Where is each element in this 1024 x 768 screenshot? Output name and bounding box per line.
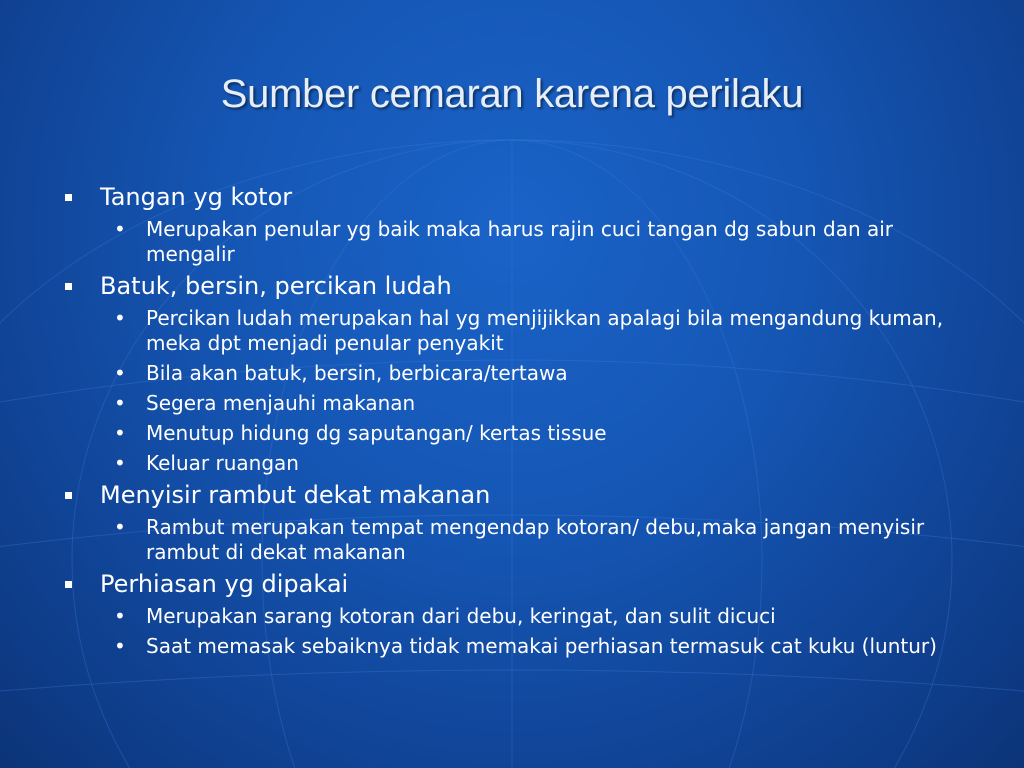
- section-heading-cough: [56, 271, 976, 301]
- section-heading-text: Menyisir rambut dekat makanan: [100, 481, 491, 509]
- square-bullet-icon: [65, 492, 72, 499]
- dot-bullet-icon: •: [114, 217, 126, 241]
- list-item: [56, 306, 976, 356]
- list-item: [56, 361, 976, 386]
- list-item-text: Rambut merupakan tempat mengendap kotoran/ debu,maka jangan menyisir rambut di dekat makanan: [146, 515, 925, 564]
- dot-bullet-icon: •: [114, 604, 126, 628]
- dot-bullet-icon: •: [114, 451, 126, 475]
- list-item: [56, 391, 976, 416]
- dot-bullet-icon: •: [114, 421, 126, 445]
- list-item-text: Saat memasak sebaiknya tidak memakai perhiasan termasuk cat kuku (luntur): [146, 634, 937, 658]
- section-heading-text: Batuk, bersin, percikan ludah: [100, 272, 452, 300]
- dot-bullet-icon: •: [114, 391, 126, 415]
- list-item: [56, 421, 976, 446]
- square-bullet-icon: [65, 283, 72, 290]
- list-item-text: Bila akan batuk, bersin, berbicara/tertawa: [146, 361, 568, 385]
- section-heading-text: Tangan yg kotor: [100, 183, 293, 211]
- dot-bullet-icon: •: [114, 634, 126, 658]
- dot-bullet-icon: •: [114, 361, 126, 385]
- section-heading-text: Perhiasan yg dipakai: [100, 570, 349, 598]
- slide-title: Sumber cemaran karena perilaku: [220, 72, 804, 116]
- list-item: [56, 634, 976, 659]
- list-item-text: Merupakan penular yg baik maka harus rajin cuci tangan dg sabun dan air mengalir: [146, 217, 894, 266]
- section-heading-hair: [56, 480, 976, 510]
- list-item: [56, 451, 976, 476]
- list-item-text: Percikan ludah merupakan hal yg menjijikkan apalagi bila mengandung kuman, meka dpt menjadi penular penyakit: [146, 306, 944, 355]
- dot-bullet-icon: •: [114, 306, 126, 330]
- section-heading-jewelry: [56, 569, 976, 599]
- list-item: [56, 217, 976, 267]
- square-bullet-icon: [65, 194, 72, 201]
- list-item: [56, 604, 976, 629]
- section-heading-hands: [56, 182, 976, 212]
- list-item-text: Keluar ruangan: [146, 451, 299, 475]
- bullet-list: [56, 178, 976, 659]
- square-bullet-icon: [65, 581, 72, 588]
- list-item-text: Menutup hidung dg saputangan/ kertas tissue: [146, 421, 607, 445]
- list-item-text: Segera menjauhi makanan: [146, 391, 416, 415]
- list-item-text: Merupakan sarang kotoran dari debu, keringat, dan sulit dicuci: [146, 604, 776, 628]
- dot-bullet-icon: •: [114, 515, 126, 539]
- list-item: [56, 515, 976, 565]
